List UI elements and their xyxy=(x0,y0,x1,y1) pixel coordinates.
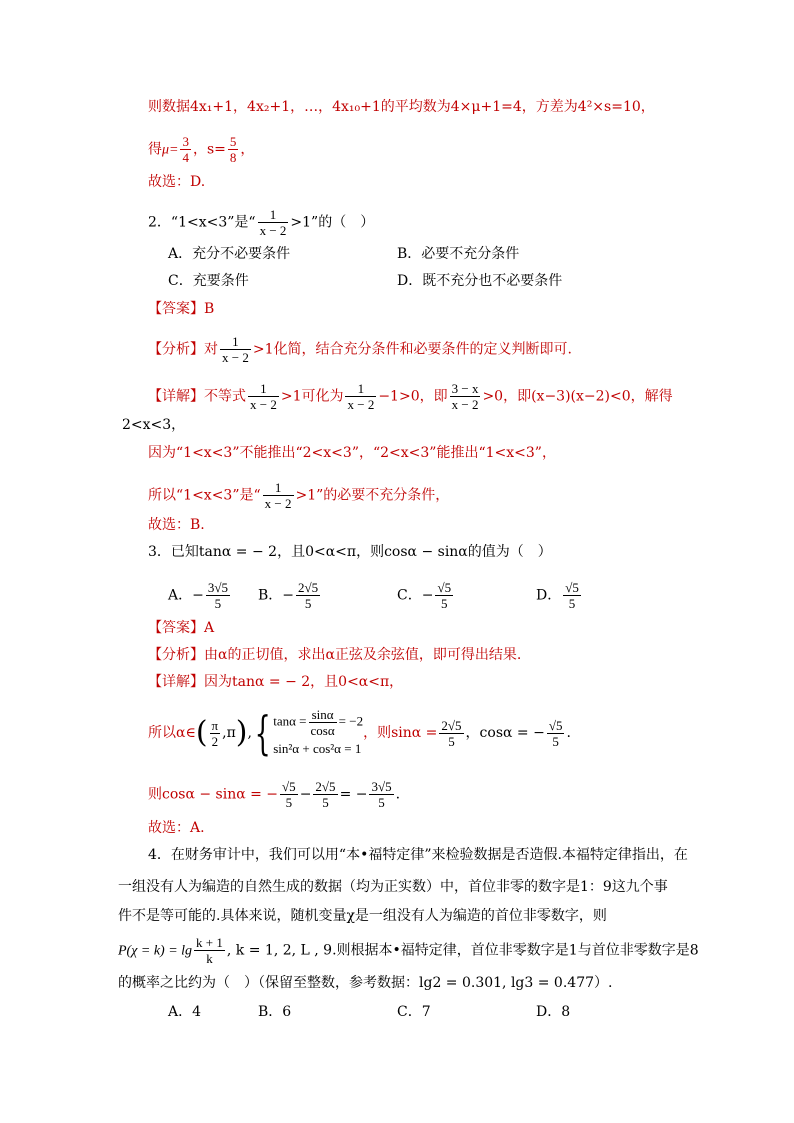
q3-then-den3: 5 xyxy=(378,795,385,810)
q1-mean-line xyxy=(148,97,655,117)
q3-then-line xyxy=(148,779,400,810)
q3-option-a-num: 3√5 xyxy=(207,580,228,595)
q4-line-5: 的概率之比约为（ ）（保留至整数，参考数据：lg2 = 0.301, lg3 = 0.477）. xyxy=(118,975,613,991)
q3-sin-num: 2√5 xyxy=(441,717,462,733)
q3-option-a-fraction xyxy=(206,580,230,611)
q3-then-a: 则cosα − sinα = − xyxy=(148,786,279,803)
q3-option-b-fraction xyxy=(296,580,320,611)
q3-option-d-den: 5 xyxy=(568,596,576,611)
q3-answer-tag: 【答案】 xyxy=(148,620,204,636)
q3-option-d-label: D． xyxy=(536,587,562,604)
q3-then-b: − xyxy=(299,786,312,803)
q3-sys-1b: = −2 xyxy=(338,712,364,728)
q4-line4-num: k + 1 xyxy=(196,935,223,950)
q2-answer-tag: 【答案】 xyxy=(148,301,204,317)
q3-system-brace: { xyxy=(254,706,271,760)
q2-answer xyxy=(148,299,214,319)
q4-line4-a: P(χ = k) = lg xyxy=(118,943,193,959)
q3-sin-fraction xyxy=(439,718,463,749)
q1-mu-fraction xyxy=(180,134,191,165)
q2-stem-fraction xyxy=(258,207,289,238)
q3-answer-value: A xyxy=(204,620,215,636)
q2-stem-den: x − 2 xyxy=(259,223,287,238)
q3-option-c-den: 5 xyxy=(441,596,448,611)
q3-option-c-num: √5 xyxy=(437,580,452,595)
q2-detail-num1: 1 xyxy=(248,381,279,397)
q2-reason-2 xyxy=(148,480,449,511)
q3-detail xyxy=(148,672,403,692)
q1-mu-den: 4 xyxy=(182,150,189,165)
q2-detail-fraction-3 xyxy=(450,381,481,412)
q3-option-a-label: A．− xyxy=(168,587,204,604)
q4-option-b: B．6 xyxy=(258,1004,292,1020)
q3-then-fraction-1 xyxy=(280,779,298,810)
q3-then-num2: 2√5 xyxy=(315,779,336,794)
q2-answer-value: B xyxy=(204,301,215,317)
q3-then-fraction-3 xyxy=(369,779,393,810)
q1-s-num: 5 xyxy=(229,134,237,149)
q3-then-den2: 5 xyxy=(322,795,329,810)
q4-line4-b: , k = 1, 2, L , 9.则根据本•福特定律，首位非零数字是1与首位非零数字是8 xyxy=(226,942,699,959)
q2-detail-fraction-2 xyxy=(345,381,376,412)
q2-detail-num2: 1 xyxy=(345,381,376,397)
q3-system-line: 所以α∈( $\frac{\pi}{2}$ ,π),{ tanα = $\frac{\sin\alpha}{\cos\alpha}$ = −2 sin²α + cos²α = 1 ，则sinα = $\frac{2√5}{5}$ ，cosα = − $\frac{√5}{5}$ . xyxy=(148,706,571,760)
q2-reason2-fraction xyxy=(263,480,294,511)
q2-option-a: A．充分不必要条件 xyxy=(168,246,291,262)
q3-option-b-label: B．− xyxy=(258,587,295,604)
q3-analysis xyxy=(148,645,521,665)
q3-detail-tag: 【详解】 xyxy=(148,674,204,690)
q3-stem: 3．已知tanα = − 2，且0<α<π，则cosα − sinα的值为（ ） xyxy=(148,544,552,560)
q3-system-row-2: sin²α + cos²α = 1 xyxy=(273,740,362,756)
q1-s-den: 8 xyxy=(229,150,237,165)
q2-detail xyxy=(148,381,673,412)
q2-detail-b: >1可化为 xyxy=(280,388,344,405)
q2-analysis-a: 对 xyxy=(204,341,218,358)
q2-detail-den2: x − 2 xyxy=(347,397,375,412)
q2-reason2-den: x − 2 xyxy=(264,496,292,511)
q2-reason-1: 因为“1<x<3”不能推出“2<x<3”，“2<x<3”能推出“1<x<3”， xyxy=(148,445,556,461)
q1-s-label: ，s= xyxy=(192,141,226,158)
q3-then-num1: √5 xyxy=(282,779,296,794)
q3-then-c: = − xyxy=(339,786,368,803)
q3-pi-num: π xyxy=(211,717,219,733)
q2-detail-den3: x − 2 xyxy=(451,397,479,412)
q2-stem xyxy=(148,207,374,238)
q3-sys-num: sinα xyxy=(309,707,337,723)
q2-detail-tag: 【详解】 xyxy=(148,388,204,405)
q2-detail-c: −1>0，即 xyxy=(378,388,448,405)
q3-then-d: . xyxy=(395,786,401,803)
q2-detail-num3: 3 − x xyxy=(451,381,479,396)
q3-cos-fraction xyxy=(547,718,565,749)
q2-stem-a: 2．“1<x<3”是“ xyxy=(148,214,256,231)
q3-detail-text: 因为tanα = − 2，且0<α<π， xyxy=(204,674,404,690)
q3-then-fraction-2 xyxy=(313,779,337,810)
q2-choice: 故选：B. xyxy=(148,517,205,533)
q2-analysis-den: x − 2 xyxy=(222,350,249,365)
q3-option-a-den: 5 xyxy=(214,596,222,611)
q2-option-b: B．必要不充分条件 xyxy=(397,246,520,262)
q3-analysis-tag: 【分析】 xyxy=(148,647,204,663)
q1-result-line xyxy=(148,134,254,165)
q3-choice: 故选：A. xyxy=(148,820,205,836)
q3-so-b: ,π xyxy=(222,725,236,741)
q2-detail-fraction-1 xyxy=(248,381,279,412)
q3-then-num3: 3√5 xyxy=(371,779,392,794)
q3-system xyxy=(273,707,363,760)
q4-option-c: C．7 xyxy=(397,1004,431,1020)
q3-cos-den: 5 xyxy=(552,733,559,749)
q3-option-b-num: 2√5 xyxy=(298,580,319,595)
q3-option-d xyxy=(536,580,583,611)
q2-reason2-num: 1 xyxy=(263,480,294,496)
q1-s-fraction xyxy=(228,134,239,165)
q2-reason2-b: >1”的必要不充分条件， xyxy=(295,487,450,504)
q3-so-d: ，cosα = − xyxy=(465,725,545,741)
q2-detail-den1: x − 2 xyxy=(250,397,277,412)
q3-answer xyxy=(148,618,214,638)
q2-analysis-tag: 【分析】 xyxy=(148,341,204,358)
q3-so-c: ，则sinα = xyxy=(363,725,438,741)
q2-stem-b: >1”的（ ） xyxy=(290,214,375,231)
q4-option-d: D．8 xyxy=(536,1004,571,1020)
q4-line4-fraction xyxy=(194,935,225,966)
q3-sys-fraction xyxy=(309,707,337,738)
q3-so-a: 所以α∈ xyxy=(148,725,196,741)
q2-analysis xyxy=(148,334,572,365)
q3-cos-num: √5 xyxy=(548,717,563,733)
q3-analysis-text: 由α的正切值，求出α正弦及余弦值，即可得出结果. xyxy=(204,647,522,663)
q3-option-b-den: 5 xyxy=(304,596,312,611)
q3-pi-fraction xyxy=(210,718,221,749)
q2-reason2-a: 所以“1<x<3”是“ xyxy=(148,487,261,504)
q3-sin-den: 5 xyxy=(448,733,455,749)
q2-stem-num: 1 xyxy=(258,207,289,223)
q3-option-c xyxy=(397,580,455,611)
q2-detail-a: 不等式 xyxy=(204,388,246,405)
q3-option-b xyxy=(258,580,322,611)
q2-analysis-num: 1 xyxy=(220,334,251,350)
q2-analysis-fraction xyxy=(220,334,251,365)
q3-pi-den: 2 xyxy=(211,733,219,749)
q1-mu-num: 3 xyxy=(182,134,189,149)
q3-sys-1a: tanα = xyxy=(273,712,307,728)
q4-line-3: 件不是等可能的.具体来说，随机变量χ是一组没有人为编造的首位非零数字，则 xyxy=(118,908,607,924)
q3-then-den1: 5 xyxy=(285,795,293,810)
q3-system-row-1 xyxy=(273,707,363,738)
q2-detail-d: >0，即(x−3)(x−2)<0，解得 xyxy=(482,388,673,405)
q3-so-e: . xyxy=(566,725,571,741)
q3-option-c-label: C．− xyxy=(397,587,434,604)
q1-mu-label: μ= xyxy=(162,142,179,158)
q3-option-a xyxy=(168,580,232,611)
q1-mean-text: 则数据4x₁+1，4x₂+1，…，4x₁₀+1的平均数为4×μ+1=4，方差为4²×s=10， xyxy=(148,99,655,115)
q1-choice: 故选：D. xyxy=(148,174,206,190)
q2-option-c: C．充要条件 xyxy=(168,273,249,289)
q4-line-1: 4．在财务审计中，我们可以用“本•福特定律”来检验数据是否造假.本福特定律指出，在 xyxy=(148,847,688,863)
q4-option-a: A．4 xyxy=(168,1004,202,1020)
q2-analysis-b: >1化简，结合充分条件和必要条件的定义判断即可. xyxy=(252,341,572,358)
q1-result-suffix: ， xyxy=(240,141,255,158)
q2-option-d: D．既不充分也不必要条件 xyxy=(397,273,563,289)
q3-option-c-fraction xyxy=(435,580,453,611)
q4-line4-den: k xyxy=(206,951,213,966)
q4-line-2: 一组没有人为编造的自然生成的数据（均为正实数）中，首位非零的数字是1：9这九个事 xyxy=(118,879,668,895)
q3-sys-den: cosα xyxy=(310,722,335,738)
q3-option-d-num: √5 xyxy=(565,580,579,595)
q3-option-d-fraction xyxy=(563,580,581,611)
q4-line-4 xyxy=(118,935,699,966)
q1-result-prefix: 得 xyxy=(148,141,162,158)
q2-detail-cont: 2<x<3， xyxy=(122,417,186,433)
